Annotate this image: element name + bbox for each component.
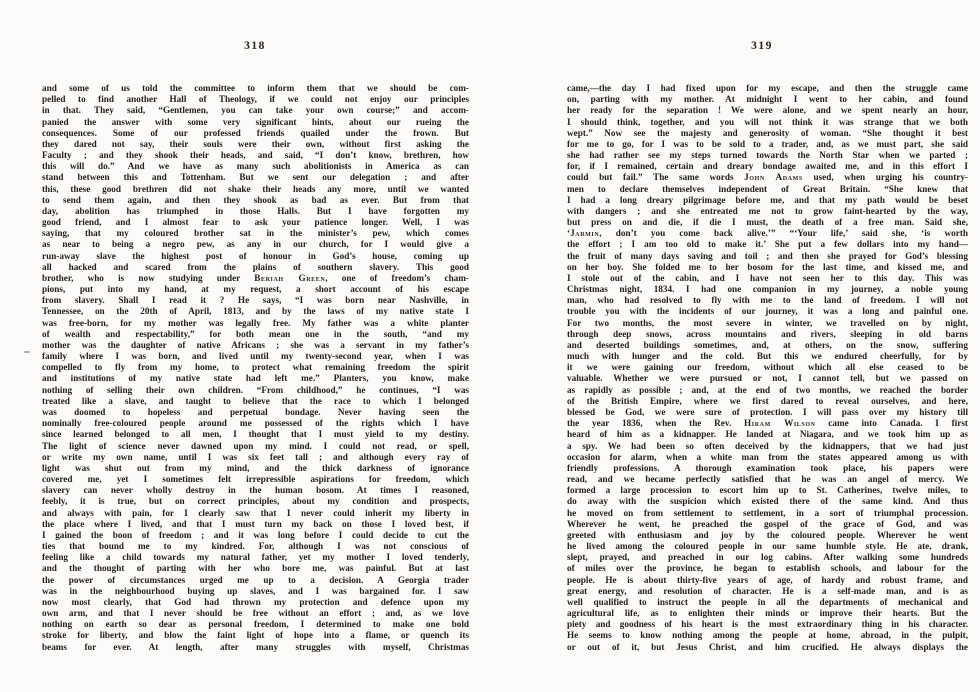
text-line: in that. They said, “Gentlemen, you can take your own course;” and accom-	[42, 105, 469, 116]
text-line: covered me, yet I sometimes felt irrepressible aspirations for freedom, which	[42, 474, 469, 485]
text-line: to send them again, and then they shook as bad as ever. But from that	[42, 194, 469, 205]
text-line: ties that bound me to my kindred. For, although I was not conscious of	[42, 541, 469, 552]
page-number-left: 318	[244, 40, 266, 52]
text-line: he moved on from settlement to settlement, in a sort of triumphal procession.	[567, 507, 968, 518]
text-line: beams for ever. At length, after many struggles with myself, Christmas	[42, 641, 469, 652]
text-line: they dared not say, their souls were their own, without first asking the	[42, 138, 469, 149]
text-line: heard of him as a kidnapper. He landed at Niagara, and we took him up as	[567, 429, 968, 440]
text-line: saying, that my coloured brother sat in the minister’s pew, which comes	[42, 228, 469, 239]
smallcaps-name: Jarmin	[570, 228, 600, 239]
text-line: He seems to know nothing among the people at home, abroad, in the pulpit,	[567, 630, 968, 641]
text-line: man, who had resolved to fly with me to the land of freedom. I will not	[567, 295, 968, 306]
text-line: own arm, and that I never should be free without an effort ; and, as we love	[42, 608, 469, 619]
text-line: well qualified to instruct the people in all the departments of mechanical and	[567, 596, 968, 607]
text-line: came,—the day I had fixed upon for my escape, and then the struggle came	[567, 83, 968, 93]
text-line: the power of circumstances urged me up to a decision. A Georgia trader	[42, 574, 469, 585]
text-line: now most clearly, that God had thrown my protection and defence upon my	[42, 596, 469, 607]
text-line: or out of it, but Jesus Christ, and him crucified. He always displays the	[567, 641, 968, 652]
text-line: wept.” Now see the majesty and generosity of woman. “She thought it best	[567, 127, 968, 138]
text-line: of the British Empire, where we first dared to reveal ourselves, and here,	[567, 395, 968, 406]
text-line: he lived among the coloured people in our same humble style. He ate, drank,	[567, 541, 968, 552]
text-line: for me to go, for I was to be sold to a trader, and, as we must part, she said	[567, 138, 968, 149]
text-line: Tennessee, on the 20th of April, 1813, and by the laws of my native state I	[42, 306, 469, 317]
text-line: this will do.” And we have as many such abolitionists in America as can	[42, 161, 469, 172]
smallcaps-name: Beriah Green	[254, 272, 326, 283]
text-line: or write my own name, until I was six feet tall ; and although every ray of	[42, 451, 469, 462]
text-line: valuable. Whether we were pursued or not, I cannot tell, but we passed on	[567, 373, 968, 384]
text-line: through deep snows, across mountains and rivers, sleeping in old barns	[567, 328, 968, 339]
text-line: piety and goodness of his heart is the most extraordinary thing in his character.	[567, 619, 968, 630]
text-line: trouble you with the incidents of our journey, it was a long and painful one.	[567, 306, 968, 317]
text-line: the year 1836, when the Rev. Hiram Wilson came into Canada. I first	[567, 418, 968, 429]
smallcaps-name: John Adams	[744, 172, 803, 183]
text-line: the effort ; I am too old to make it.’ She put a few dollars into my hand—	[567, 239, 968, 250]
text-line: slept, prayed, and preached in our log cabins. After walking some hundreds	[567, 552, 968, 563]
text-line: nothing on earth so dear as personal freedom, I determined to make one bold	[42, 619, 469, 630]
text-line: men to declare themselves independent of Great Britain. “She knew that	[567, 183, 968, 194]
text-line: pelled to find another Hall of Theology, if we could not enjoy our principles	[42, 94, 469, 105]
text-line: family where I was born, and lived until my twenty-second year, when I was	[42, 351, 469, 362]
text-line: was doomed to hopeless and perpetual bondage. Never having seen the	[42, 406, 469, 417]
text-line: I gained the boon of freedom ; and it was long before I could decide to cut the	[42, 529, 469, 540]
text-line: agricultural life, as to enlighten their minds or improve their hearts. But the	[567, 608, 968, 619]
text-line: The light of science never dawned upon my mind. I could not read, or spell,	[42, 440, 469, 451]
text-line: feeling like a child towards my natural father, yet my mother I loved tenderly,	[42, 552, 469, 563]
text-line: on, parting with my mother. At midnight I went to her cabin, and found	[567, 94, 968, 105]
text-line: nominally free-coloured people around me possessed of the rights which I have	[42, 418, 469, 429]
text-line: panied the answer with some very significant hints, about our rueing the	[42, 116, 469, 127]
text-line: was free-born, for my mother was legally free. My father was a white planter	[42, 317, 469, 328]
text-line: since learned belonged to all men, I thought that I must yield to my destiny.	[42, 429, 469, 440]
left-page-text	[42, 83, 469, 653]
page-number-right: 319	[751, 40, 773, 52]
text-line: pions, put into my hand, at my request, a short account of his escape	[42, 284, 469, 295]
text-line: mother was the daughter of native Africans ; she was a servant in my father’s	[42, 339, 469, 350]
text-line: all hacked and scared from the plains of southern slavery. This good	[42, 261, 469, 272]
text-line: light was shut out from my mind, and the thick darkness of ignorance	[42, 462, 469, 473]
smallcaps-name: Hiram Wilson	[744, 418, 816, 429]
text-line: and deserted buildings sometimes, and, at others, on the snow, suffering	[567, 339, 968, 350]
text-line: nothing of selling their own children. “From childhood,” he continues, “I was	[42, 384, 469, 395]
text-line: I should think, together, and you will not think it was strange that we both	[567, 116, 968, 127]
text-line: as rapidly as possible ; and, at the end of two months, we reached the border	[567, 384, 968, 395]
text-line: of miles over the province, he began to establish schools, and labour for the	[567, 563, 968, 574]
text-line: feebly, it is true, but on correct principles, about my condition and prospects,	[42, 496, 469, 507]
text-line: do away with the suspicion which existed there of the same kind. And thus	[567, 496, 968, 507]
right-page-text	[567, 83, 968, 653]
text-line: I stole out of the cabin, and I have not seen her to this day. This was	[567, 272, 968, 283]
text-line: slavery can never wholly destroy in the human bosom. At times I reasoned,	[42, 485, 469, 496]
text-line: run-away slave the highest post of honour in God’s house, coming up	[42, 250, 469, 261]
text-line: stand between this and Tottenham. But we sent our delegation ; and after	[42, 172, 469, 183]
text-line: the place where I lived, and that I must turn my back on those I loved best, if	[42, 518, 469, 529]
text-line: for, if I remained, certain and dreary bondage awaited me, and in this effort I	[567, 161, 968, 172]
text-line: I had a long dreary pilgrimage before me, and that my path would be beset	[567, 194, 968, 205]
scan-speck	[24, 351, 30, 353]
text-line: For two months, the most severe in winter, we travelled on by night,	[567, 317, 968, 328]
text-line: people. He is about thirty-five years of age, of hardy and robust frame, and	[567, 574, 968, 585]
text-line: treated like a slave, and taught to believe that the race to which I belonged	[42, 395, 469, 406]
text-line: ‘Jarmin, don’t you come back alive.’” “‘Your life,’ said she, ‘is worth	[567, 228, 968, 239]
text-line: greeted with enthusiasm and joy by the coloured people. Wherever he went	[567, 529, 968, 540]
text-line: occasion for alarm, when a white man from the states appeared among us with	[567, 451, 968, 462]
text-line: friendly professions. A thorough examination took place, his papers were	[567, 462, 968, 473]
text-line: and always with pain, for I clearly saw that I never could inherit my liberty in	[42, 507, 469, 518]
text-line: a spy. We had been so often deceived by the kidnappers, that we had just	[567, 440, 968, 451]
text-line: Christmas night, 1834. I had one companion in my journey, a noble young	[567, 284, 968, 295]
text-line: consequences. Some of our professed friends quailed under the frown. But	[42, 127, 469, 138]
text-line: could but fail.” The same words John Adams used, when urging his country-	[567, 172, 968, 183]
text-line: much with hunger and the cold. But this we endured cheerfully, for by	[567, 351, 968, 362]
text-line: good friend, and I almost fear to ask your patience longer. Well, I was	[42, 217, 469, 228]
text-line: with dangers ; and she entreated me not to grow faint-hearted by the way,	[567, 205, 968, 216]
text-line: from slavery. Shall I read it ? He says, “I was born near Nashville, in	[42, 295, 469, 306]
text-line: and the thought of parting with her who bore me, was painful. But at last	[42, 563, 469, 574]
text-line: and institutions of my native state had left me.” Planters, you know, make	[42, 373, 469, 384]
text-line: as near to being a negro pew, as any in our church, for I would give a	[42, 239, 469, 250]
text-line: Wherever he went, he preached the gospel of the grace of God, and was	[567, 518, 968, 529]
text-line: great energy, and resolution of character. He is a self-made man, and is as	[567, 585, 968, 596]
text-line: brother, who is now studying under Beriah Green, one of freedom’s cham-	[42, 272, 469, 283]
text-line: the fruit of many days saving and toil ; and then she prayed for God’s blessing	[567, 250, 968, 261]
text-line: compelled to fly from my home, to protect what remaining freedom the spirit	[42, 362, 469, 373]
text-line: formed a large procession to escort him up to St. Catherines, twelve miles, to	[567, 485, 968, 496]
text-line: blessed be God, we were sure of protection. I will pass over my history till	[567, 406, 968, 417]
text-line: of wealth and respectability,” for both mean one in the south, “and my	[42, 328, 469, 339]
text-line: read, and we became perfectly satisfied that he was an angel of mercy. We	[567, 474, 968, 485]
text-line: she had rather see my steps turned towards the North Star when we parted ;	[567, 150, 968, 161]
text-line: it we were gaining our freedom, without which all else ceased to be	[567, 362, 968, 373]
text-line: Faculty ; and they shook their heads, and said, “I don’t know, brethren, how	[42, 150, 469, 161]
text-line: was in the neighbourhood buying up slaves, and I was bargained for. I saw	[42, 585, 469, 596]
text-line: her ready for the separation ! We were alone, and we spent nearly an hour,	[567, 105, 968, 116]
text-line: this, these good brethren did not shake their heads any more, until we wanted	[42, 183, 469, 194]
text-line: and some of us told the committee to inform them that we should be com-	[42, 83, 469, 93]
text-line: but press on and die, if die I must, the death of a free man. Said she,	[567, 217, 968, 228]
text-line: on her boy. She folded me to her bosom for the last time, and kissed me, and	[567, 261, 968, 272]
text-line: stroke for liberty, and blow the faint light of hope into a flame, or quench its	[42, 630, 469, 641]
text-line: day, abolition has triumphed in those Halls. But I have forgotten my	[42, 205, 469, 216]
